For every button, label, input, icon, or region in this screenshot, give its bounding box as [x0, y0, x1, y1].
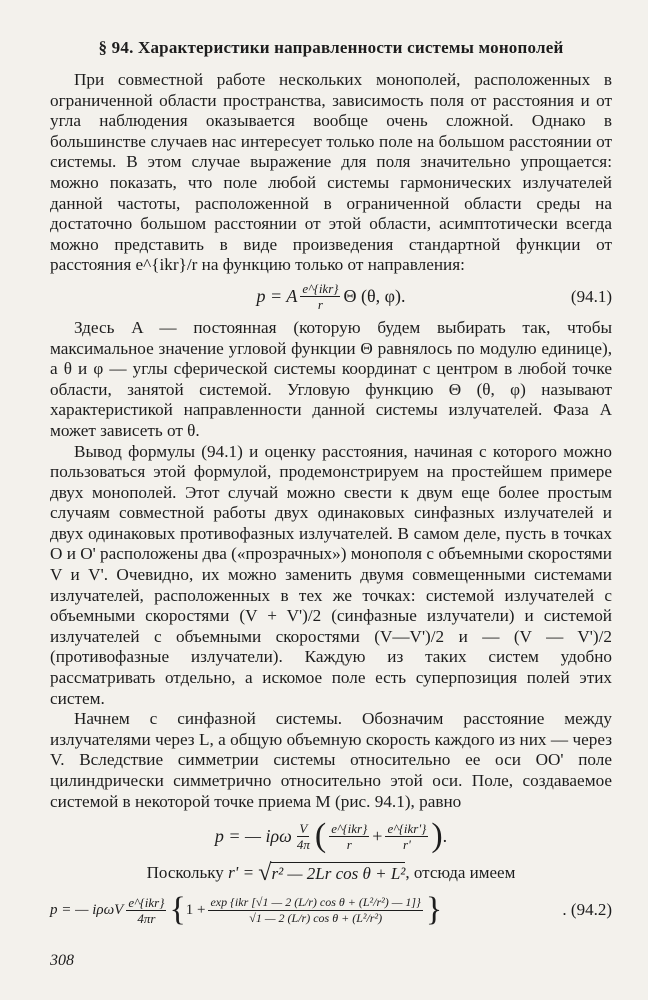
paragraph-inphase: Начнем с синфазной системы. Обозначим расстояние между излучателями через L, а общую объемную скорость каждого из них — через V. Вследствие симметрии системы относительно ее оси OO' поле цилиндрически симметрично относительно этой оси. Поле, создаваемое системой в некоторой точке приема M (рис. 94.1), равно — [50, 709, 612, 811]
eq2-fraction-2 — [329, 821, 369, 852]
page — [50, 38, 612, 934]
equation-94-1 — [50, 276, 612, 318]
eq2-lhs: p = — iρω — [214, 825, 292, 846]
eq2-plus: + — [372, 825, 383, 846]
eq2-fraction-1 — [295, 821, 312, 852]
eq3-big-den: √1 — 2 (L/r) cos θ + (L²/r²) — [249, 910, 383, 925]
paragraph-derivation: Вывод формулы (94.1) и оценку расстояния, начиная с которого можно пользоваться этой формулой, продемонстрируем на простейшем примере двух монополей. Этот случай можно свести к двум еще более простым случаям совместной работы двух одинаковых синфазных излучателей и двух одинаковых противофазных излучателей. В самом деле, пусть в точках O и O' расположены два («прозрачных») монополя с объемными скоростями V и V'. Очевидно, их можно заменить двумя совмещенными системами излучателей, расположенных в тех же точках: системой излучателей с объемными скоростями (V + V')/2 (синфазные излучатели) и системой излучателей с объемными скоростями (V—V')/2 и — (V — V')/2 (противофазные излучатели). Каждую из таких систем удобно рассматривать отдельно, а искомое поле есть суперпозиция полей этих систем. — [50, 441, 612, 708]
eq3-big-num: exp {ikr [√1 — 2 (L/r) cos θ + (L²/r²) — 1]} — [210, 894, 421, 909]
eq2-left-paren: ( — [314, 817, 327, 855]
eq2-frac2-num: e^{ikr} — [331, 820, 368, 836]
eq2-frac3-den: r' — [402, 836, 411, 852]
section-heading: § 94. Характеристики направленности системы монополей — [98, 38, 564, 57]
eq3-fraction-1 — [126, 895, 166, 926]
eq1-rhs: Θ (θ, φ). — [343, 286, 406, 307]
eq2-right-paren: ) — [431, 817, 443, 855]
eq3-frac1-num: e^{ikr} — [128, 894, 165, 910]
eq1-frac-num: e^{ikr} — [302, 281, 339, 297]
since-sqrt-body: r² — 2Lr cos θ + L² — [271, 864, 406, 884]
since-lhs: r' = — [228, 863, 255, 883]
eq3-fraction-2 — [208, 895, 422, 926]
eq1-fraction — [300, 281, 340, 312]
since-text: Поскольку — [146, 863, 224, 883]
eq3-left-brace: { — [169, 891, 186, 929]
eq2-frac3-num: e^{ikr'} — [387, 820, 427, 836]
eq3-right-brace: } — [425, 891, 443, 929]
equation-94-2 — [50, 886, 612, 934]
paragraph-intro: При совместной работе нескольких монополей, расположенных в ограниченной области пространства, зависимость поля от расстояния и от угла наблюдения оказывается вообще очень сложной. Однако в большинстве случаев нас интересует только поле на большом расстоянии от системы. В этом случае выражение для поля значительно упрощается: можно показать, что поле любой системы гармонических излучателей данной частоты, расположенной в ограниченной области среды на достаточно большом расстоянии от этой области, асимптотически всегда можно представить в виде произведения стандартной функции от расстояния e^{ikr}/r на функцию только от направления: — [50, 70, 612, 275]
eq2-frac2-den: r — [346, 836, 352, 852]
eq2-end: . — [442, 825, 448, 846]
eq2-frac1-den: 4π — [296, 836, 310, 852]
eq3-one-plus: 1 + — [185, 901, 206, 918]
equation-field — [50, 812, 612, 860]
page-number: 308 — [50, 952, 74, 969]
eq3-lhs: p = — iρωV — [50, 901, 124, 918]
eq2-fraction-3 — [385, 821, 428, 852]
eq2-frac1-num: V — [299, 820, 308, 836]
paragraph-definitions: Здесь A — постоянная (которую будем выбирать так, чтобы максимальное значение угловой функции Θ равнялось по модулю единице), а θ и φ — углы сферической системы координат с центром в любой точке области, занятой системой. Угловую функцию Θ (θ, φ) называют характеристикой направленности данной системы излучателей. Фаза A может зависеть от θ. — [50, 317, 612, 440]
since-tail: , отсюда имеем — [405, 863, 516, 883]
eq3-number: . (94.2) — [562, 900, 612, 920]
eq3-frac1-den: 4πr — [137, 910, 156, 926]
sqrt-sign: √ — [258, 859, 272, 886]
eq1-lhs: p = A — [256, 286, 298, 307]
eq1-number: (94.1) — [570, 286, 612, 306]
eq1-frac-den: r — [317, 297, 323, 313]
line-since — [50, 860, 612, 886]
